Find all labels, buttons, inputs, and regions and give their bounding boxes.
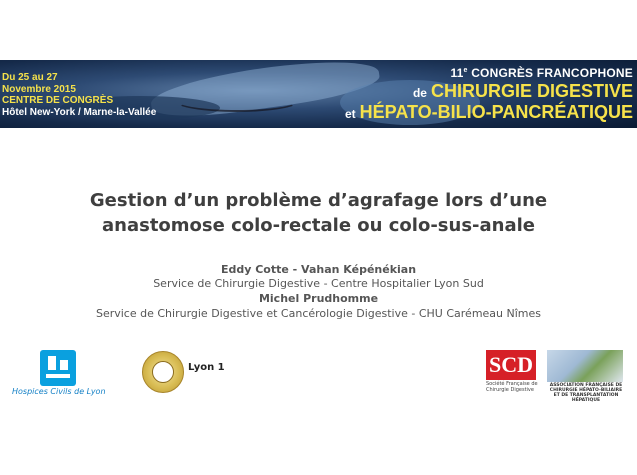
afc-logo	[547, 350, 625, 403]
event-dates-line1: Du 25 au 27	[2, 72, 58, 83]
congress-line3-text: HÉPATO-BILIO-PANCRÉATIQUE	[359, 102, 633, 122]
slide-title-line1: Gestion d’un problème d’agrafage lors d’une	[89, 190, 548, 211]
congress-title	[345, 66, 633, 123]
afc-logo-image	[547, 350, 623, 382]
scd-logo	[486, 350, 538, 398]
event-dates-line2: Novembre 2015	[2, 83, 76, 95]
afc-logo-caption: ASSOCIATION FRANÇAISE DE CHIRURGIE HÉPATO-BILIAIRE ET DE TRANSPLANTATION HÉPATIQUE	[549, 383, 623, 403]
congress-line3	[345, 102, 633, 123]
affiliation-line-2: Service de Chirurgie Digestive et Cancérologie Digestive - CHU Carémeau Nîmes	[95, 307, 542, 320]
event-venue-line2: Hôtel New-York / Marne-la-Vallée	[2, 106, 157, 118]
affiliation-line-1: Service de Chirurgie Digestive - Centre Hospitalier Lyon Sud	[153, 277, 484, 290]
congress-line3-prefix: et	[344, 107, 356, 121]
slide-title-line2: anastomose colo-rectale ou colo-sus-anale	[102, 215, 535, 236]
congress-line2	[345, 81, 633, 102]
scd-logo-caption: Société Française de Chirurgie Digestive	[486, 381, 538, 393]
hcl-logo-icon	[40, 350, 76, 386]
author-line-1: Eddy Cotte - Vahan Képénékian	[220, 263, 417, 276]
congress-line2-text: CHIRURGIE DIGESTIVE	[430, 81, 633, 101]
congress-number-sup: e	[463, 67, 468, 74]
slide-title	[0, 188, 637, 238]
event-venue-line1: CENTRE DE CONGRÈS	[2, 95, 114, 106]
author-line-2: Michel Prudhomme	[258, 292, 379, 305]
bottom-margin	[0, 413, 637, 475]
congress-line1	[345, 66, 633, 80]
university-seal-icon	[142, 351, 184, 393]
event-info	[2, 72, 156, 118]
scd-logo-mark: SCD	[486, 350, 536, 380]
congress-line2-prefix: de	[412, 86, 427, 100]
congress-line1-text: CONGRÈS FRANCOPHONE	[471, 66, 633, 80]
congress-number: 11	[450, 66, 464, 80]
hcl-logo-caption: Hospices Civils de Lyon	[12, 387, 106, 396]
top-margin	[0, 0, 637, 60]
hcl-logo	[12, 350, 112, 400]
banner-photo-suture	[175, 90, 299, 112]
lyon1-label: Lyon 1	[188, 362, 225, 373]
